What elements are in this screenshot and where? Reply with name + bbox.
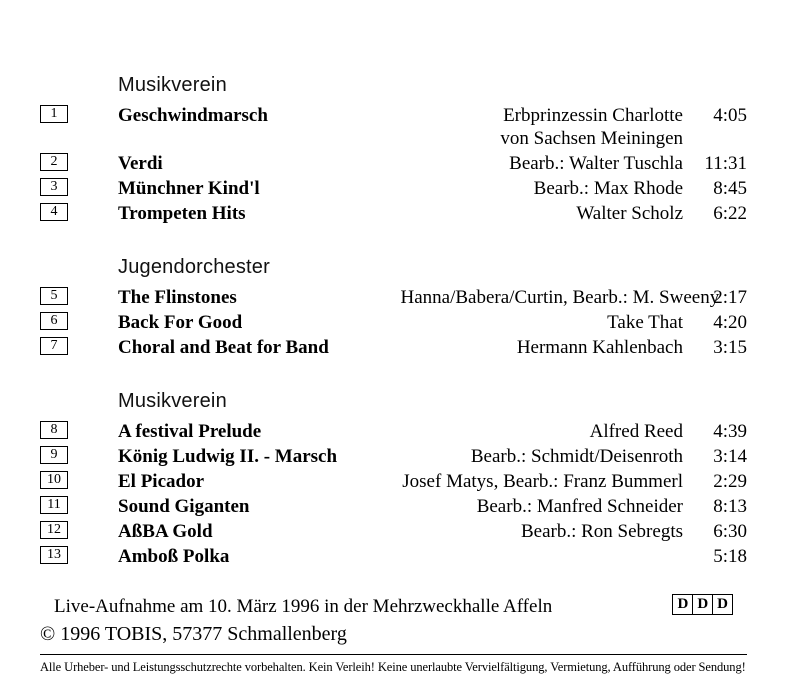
track-number: 4 xyxy=(40,203,68,221)
track-time: 4:05 xyxy=(713,105,747,126)
track-time: 6:30 xyxy=(713,521,747,542)
track-number-cell xyxy=(40,103,118,151)
table-row xyxy=(40,469,747,494)
track-number-cell xyxy=(40,201,118,226)
track-number-cell xyxy=(40,335,118,360)
track-number-cell xyxy=(40,151,118,176)
track-credit: Bearb.: Ron Sebregts xyxy=(520,521,683,542)
legal-notice: Alle Urheber- und Leistungsschutzrechte vorbehalten. Kein Verleih! Keine unerlaubte Vervielfältigung, Vermietung, Aufführung oder Sendung! xyxy=(40,660,746,674)
live-note-row xyxy=(54,594,747,620)
track-credit: Hermann Kahlenbach xyxy=(516,337,683,358)
table-row xyxy=(40,544,747,569)
track-title: El Picador xyxy=(118,471,205,492)
track-number: 7 xyxy=(40,337,68,355)
track-title: Geschwindmarsch xyxy=(118,105,268,126)
track-time: 4:39 xyxy=(713,421,747,442)
section-title: Jugendorchester xyxy=(118,256,270,278)
table-row xyxy=(40,103,747,151)
track-number-cell xyxy=(40,176,118,201)
section-title: Musikverein xyxy=(118,74,227,96)
track-credit: Bearb.: Schmidt/Deisenroth xyxy=(470,446,683,467)
track-time: 3:15 xyxy=(713,337,747,358)
track-title: Münchner Kind'l xyxy=(118,178,260,199)
footer xyxy=(40,594,747,675)
track-credit-line2: von Sachsen Meiningen xyxy=(500,128,683,149)
ddd-letter-1: D xyxy=(672,594,693,615)
track-number-cell xyxy=(40,310,118,335)
section-title: Musikverein xyxy=(118,390,227,412)
track-time: 4:20 xyxy=(713,312,747,333)
track-title: Amboß Polka xyxy=(118,546,230,567)
track-credit: Walter Scholz xyxy=(576,203,683,224)
ddd-letter-3: D xyxy=(712,594,733,615)
track-title: Sound Giganten xyxy=(118,496,250,517)
table-row xyxy=(40,285,747,310)
track-number: 2 xyxy=(40,153,68,171)
track-time: 8:13 xyxy=(713,496,747,517)
track-number: 8 xyxy=(40,421,68,439)
track-time: 2:17 xyxy=(713,287,747,308)
section-musikverein-2 xyxy=(40,390,747,569)
track-table xyxy=(40,103,747,226)
table-row xyxy=(40,419,747,444)
table-row xyxy=(40,335,747,360)
track-number-cell xyxy=(40,469,118,494)
track-credit: Josef Matys, Bearb.: Franz Bummerl xyxy=(402,471,683,492)
table-row xyxy=(40,176,747,201)
track-title: A festival Prelude xyxy=(118,421,262,442)
track-credit: Bearb.: Walter Tuschla xyxy=(509,153,683,174)
track-title: AßBA Gold xyxy=(118,521,213,542)
table-row xyxy=(40,494,747,519)
section-jugendorchester xyxy=(40,256,747,360)
copyright-line: © 1996 TOBIS, 57377 Schmallenberg xyxy=(40,623,347,645)
track-credit: Bearb.: Max Rhode xyxy=(533,178,683,199)
track-number: 10 xyxy=(40,471,68,489)
track-number: 11 xyxy=(40,496,68,514)
track-title: König Ludwig II. - Marsch xyxy=(118,446,338,467)
track-title: Choral and Beat for Band xyxy=(118,337,329,358)
divider xyxy=(40,654,747,655)
track-title: Verdi xyxy=(118,153,163,174)
track-table xyxy=(40,285,747,360)
track-number-cell xyxy=(40,419,118,444)
track-number-cell xyxy=(40,444,118,469)
track-credit xyxy=(401,544,684,569)
track-time: 5:18 xyxy=(713,546,747,567)
track-number: 3 xyxy=(40,178,68,196)
section-musikverein-1 xyxy=(40,74,747,226)
live-recording-note: Live-Aufnahme am 10. März 1996 in der Mehrzweckhalle Affeln xyxy=(54,596,553,617)
track-number-cell xyxy=(40,285,118,310)
track-number: 1 xyxy=(40,105,68,123)
track-credit: Take That xyxy=(607,312,683,333)
track-number: 6 xyxy=(40,312,68,330)
track-credit-line1: Erbprinzessin Charlotte xyxy=(503,105,683,126)
table-row xyxy=(40,444,747,469)
table-row xyxy=(40,151,747,176)
table-row xyxy=(40,519,747,544)
track-credit: Bearb.: Manfred Schneider xyxy=(476,496,683,517)
track-time: 6:22 xyxy=(713,203,747,224)
table-row xyxy=(40,310,747,335)
track-credit: Hanna/Babera/Curtin, Bearb.: M. Sweeny xyxy=(400,287,720,308)
track-title: The Flinstones xyxy=(118,287,237,308)
track-number-cell xyxy=(40,544,118,569)
track-number: 9 xyxy=(40,446,68,464)
ddd-logo xyxy=(673,594,733,615)
track-number: 12 xyxy=(40,521,68,539)
track-number: 13 xyxy=(40,546,68,564)
track-title: Trompeten Hits xyxy=(118,203,246,224)
track-credit: Alfred Reed xyxy=(589,421,683,442)
track-title: Back For Good xyxy=(118,312,243,333)
track-number-cell xyxy=(40,519,118,544)
track-time: 11:31 xyxy=(704,153,747,174)
track-time: 3:14 xyxy=(713,446,747,467)
track-credit xyxy=(401,103,684,151)
ddd-letter-2: D xyxy=(692,594,713,615)
table-row xyxy=(40,201,747,226)
track-number-cell xyxy=(40,494,118,519)
track-number: 5 xyxy=(40,287,68,305)
track-time: 8:45 xyxy=(713,178,747,199)
track-table xyxy=(40,419,747,569)
track-time: 2:29 xyxy=(713,471,747,492)
